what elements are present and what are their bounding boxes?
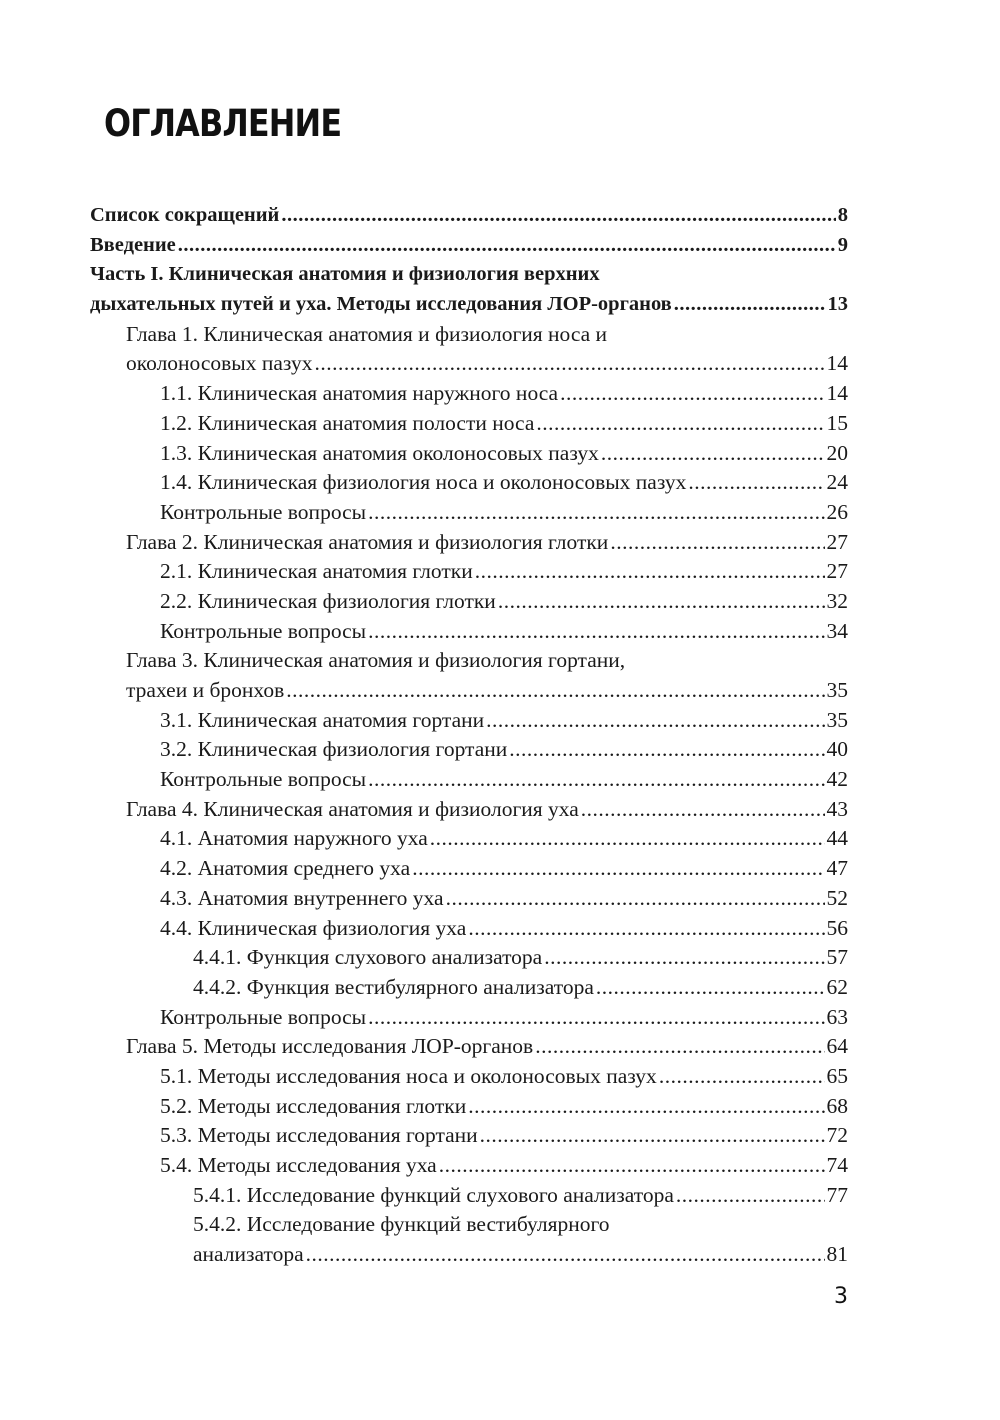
- toc-entry-title: 5.3. Методы исследования гортани: [160, 1123, 478, 1148]
- toc-entry-page: 34: [826, 618, 848, 643]
- toc-entry[interactable]: [90, 1032, 848, 1062]
- toc-entry-title: 1.2. Клиническая анатомия полости носа: [160, 410, 535, 435]
- toc-leader-dots: [306, 1240, 825, 1270]
- toc-entry[interactable]: [90, 349, 848, 379]
- toc-leader-dots: [560, 379, 824, 409]
- toc-leader-dots: [536, 409, 824, 439]
- toc-entry-title: 3.2. Клиническая физиология гортани: [160, 737, 508, 762]
- toc-leader-dots: [676, 1181, 825, 1211]
- toc-entry-page: 68: [826, 1093, 848, 1118]
- toc-entry[interactable]: [90, 676, 848, 706]
- toc-entry[interactable]: [90, 1092, 848, 1122]
- toc-entry-page: 26: [826, 499, 848, 524]
- toc-entry[interactable]: [90, 795, 848, 825]
- toc-entry[interactable]: [90, 617, 848, 647]
- toc-entry-title: 4.4. Клиническая физиология уха: [160, 915, 467, 940]
- toc-entry[interactable]: [90, 646, 848, 676]
- toc-entry[interactable]: [90, 231, 848, 261]
- toc-entry[interactable]: [90, 973, 848, 1003]
- toc-entry-title: дыхательных путей и уха. Методы исследования ЛОР-органов: [90, 293, 672, 316]
- toc-leader-dots: [601, 439, 825, 469]
- toc-entry-title: 5.4. Методы исследования уха: [160, 1153, 437, 1177]
- toc-leader-dots: [368, 617, 824, 647]
- toc-leader-dots: [439, 1151, 825, 1181]
- toc-entry[interactable]: [90, 409, 848, 439]
- toc-entry[interactable]: [90, 290, 848, 320]
- toc-entry-title: 2.2. Клиническая физиология глотки: [160, 588, 496, 613]
- toc-entry-title: Контрольные вопросы: [160, 618, 367, 643]
- toc-entry-title: 1.1. Клиническая анатомия наружного носа: [160, 381, 559, 406]
- toc-leader-dots: [412, 854, 824, 884]
- toc-entry[interactable]: [90, 914, 848, 944]
- toc-entry-page: 72: [826, 1123, 848, 1148]
- toc-entry-title: 4.2. Анатомия среднего уха: [160, 856, 411, 881]
- toc-entry-title: 4.3. Анатомия внутреннего уха: [160, 885, 444, 910]
- toc-entry-page: 14: [826, 381, 848, 406]
- toc-entry-title: 5.1. Методы исследования носа и околоносовых пазух: [160, 1063, 657, 1088]
- toc-entry[interactable]: [90, 943, 848, 973]
- toc-leader-dots: [581, 795, 825, 825]
- toc-entry-page: 9: [837, 233, 848, 256]
- toc-entry-title: Глава 2. Клиническая анатомия и физиология глотки: [126, 529, 609, 554]
- toc-entry-page: 52: [826, 885, 848, 910]
- toc-entry[interactable]: [90, 735, 848, 765]
- toc-leader-dots: [368, 1003, 824, 1033]
- toc-leader-dots: [480, 1121, 825, 1151]
- toc-leader-dots: [430, 824, 825, 854]
- toc-entry[interactable]: [90, 557, 848, 587]
- toc-entry-page: 42: [826, 767, 848, 792]
- toc-leader-dots: [286, 676, 824, 706]
- toc-entry[interactable]: [90, 854, 848, 884]
- toc-leader-dots: [281, 201, 835, 231]
- toc-entry[interactable]: [90, 468, 848, 498]
- toc-entry-page: 35: [826, 707, 848, 732]
- toc-leader-dots: [535, 1032, 824, 1062]
- toc-entry[interactable]: [90, 201, 848, 231]
- toc-entry-title: 5.4.1. Исследование функций слухового анализатора: [193, 1182, 674, 1207]
- toc-entry-page: 27: [826, 529, 848, 554]
- toc-entry-title: Список сокращений: [90, 204, 280, 226]
- toc-entry-page: 44: [826, 826, 848, 851]
- toc-leader-dots: [475, 557, 825, 587]
- toc-leader-dots: [368, 765, 824, 795]
- page-title: ОГЛАВЛЕНИЕ: [104, 102, 342, 145]
- toc-entry-page: 20: [826, 440, 848, 465]
- toc-entry[interactable]: [90, 824, 848, 854]
- toc-entry-title: Глава 4. Клиническая анатомия и физиология уха: [126, 796, 579, 821]
- toc-entry-title: трахеи и бронхов: [126, 678, 285, 702]
- toc-entry-title: 4.4.2. Функция вестибулярного анализатора: [193, 974, 594, 999]
- toc-leader-dots: [368, 498, 824, 528]
- toc-entry-title: 2.1. Клиническая анатомия глотки: [160, 559, 473, 584]
- toc-entry-page: 43: [826, 796, 848, 821]
- toc-entry-page: 27: [826, 559, 848, 584]
- toc-entry[interactable]: [90, 1003, 848, 1033]
- toc-leader-dots: [314, 349, 824, 379]
- toc-leader-dots: [544, 943, 824, 973]
- toc-entry-page: 64: [826, 1034, 848, 1059]
- toc-entry[interactable]: [90, 260, 848, 290]
- toc-entry[interactable]: [90, 587, 848, 617]
- toc-entry-title: 4.1. Анатомия наружного уха: [160, 826, 428, 851]
- toc-entry-page: 13: [827, 293, 848, 316]
- toc-entry-title: околоносовых пазух: [126, 351, 313, 376]
- toc-entry-title: 1.4. Клиническая физиология носа и околоносовых пазух: [160, 470, 687, 495]
- toc-entry-page: 35: [826, 678, 848, 702]
- toc-leader-dots: [486, 706, 824, 736]
- toc-leader-dots: [509, 735, 824, 765]
- toc-entry[interactable]: [90, 1062, 848, 1092]
- toc-entry-page: 24: [826, 470, 848, 495]
- toc-entry-page: 57: [826, 945, 848, 970]
- toc-leader-dots: [468, 1092, 824, 1122]
- toc-entry-page: 15: [826, 410, 848, 435]
- toc-leader-dots: [688, 468, 824, 498]
- toc-leader-dots: [468, 914, 824, 944]
- toc-entry-page: 47: [826, 856, 848, 881]
- toc-entry[interactable]: [90, 1181, 848, 1211]
- toc-entry-page: 32: [826, 588, 848, 613]
- toc-entry-page: 40: [826, 737, 848, 762]
- table-of-contents: [90, 201, 848, 1270]
- toc-entry-title: 5.4.2. Исследование функций вестибулярного: [193, 1212, 610, 1237]
- toc-entry-title: 5.2. Методы исследования глотки: [160, 1093, 467, 1118]
- toc-entry-page: 63: [826, 1004, 848, 1029]
- toc-entry-title: 3.1. Клиническая анатомия гортани: [160, 707, 485, 732]
- toc-entry-title: Глава 5. Методы исследования ЛОР-органов: [126, 1034, 534, 1059]
- toc-entry-title: Часть I. Клиническая анатомия и физиология верхних: [90, 263, 600, 286]
- toc-entry[interactable]: [90, 439, 848, 469]
- toc-entry[interactable]: [90, 1121, 848, 1151]
- toc-entry-page: 77: [826, 1182, 848, 1207]
- toc-entry-title: 1.3. Клиническая анатомия околоносовых пазух: [160, 440, 599, 465]
- toc-leader-dots: [498, 587, 825, 617]
- toc-entry-title: Контрольные вопросы: [160, 1004, 367, 1029]
- toc-entry[interactable]: [90, 1240, 848, 1270]
- toc-entry[interactable]: [90, 528, 848, 558]
- toc-entry[interactable]: [90, 884, 848, 914]
- toc-entry-title: Введение: [90, 233, 176, 256]
- toc-entry-page: 74: [826, 1153, 848, 1177]
- toc-entry[interactable]: [90, 498, 848, 528]
- toc-entry-title: Контрольные вопросы: [160, 767, 367, 792]
- toc-leader-dots: [610, 528, 824, 558]
- toc-entry-title: Контрольные вопросы: [160, 499, 367, 524]
- toc-entry[interactable]: [90, 320, 848, 350]
- toc-leader-dots: [659, 1062, 825, 1092]
- toc-entry-page: 8: [837, 204, 848, 226]
- page-number: 3: [834, 1284, 848, 1309]
- toc-entry[interactable]: [90, 1151, 848, 1181]
- toc-entry-title: 4.4.1. Функция слухового анализатора: [193, 945, 543, 970]
- toc-entry-page: 62: [826, 974, 848, 999]
- toc-entry-page: 81: [826, 1242, 848, 1267]
- toc-entry-page: 65: [826, 1063, 848, 1088]
- toc-leader-dots: [446, 884, 825, 914]
- toc-entry-title: Глава 3. Клиническая анатомия и физиология гортани,: [126, 648, 626, 673]
- toc-entry[interactable]: [90, 765, 848, 795]
- toc-entry[interactable]: [90, 1210, 848, 1240]
- toc-leader-dots: [674, 290, 826, 320]
- toc-entry-title: анализатора: [193, 1242, 304, 1267]
- toc-entry-page: 56: [826, 915, 848, 940]
- toc-entry[interactable]: [90, 379, 848, 409]
- toc-entry-page: 14: [826, 351, 848, 376]
- toc-leader-dots: [596, 973, 825, 1003]
- toc-entry-title: Глава 1. Клиническая анатомия и физиология носа и: [126, 321, 608, 346]
- toc-entry[interactable]: [90, 706, 848, 736]
- toc-leader-dots: [178, 231, 836, 261]
